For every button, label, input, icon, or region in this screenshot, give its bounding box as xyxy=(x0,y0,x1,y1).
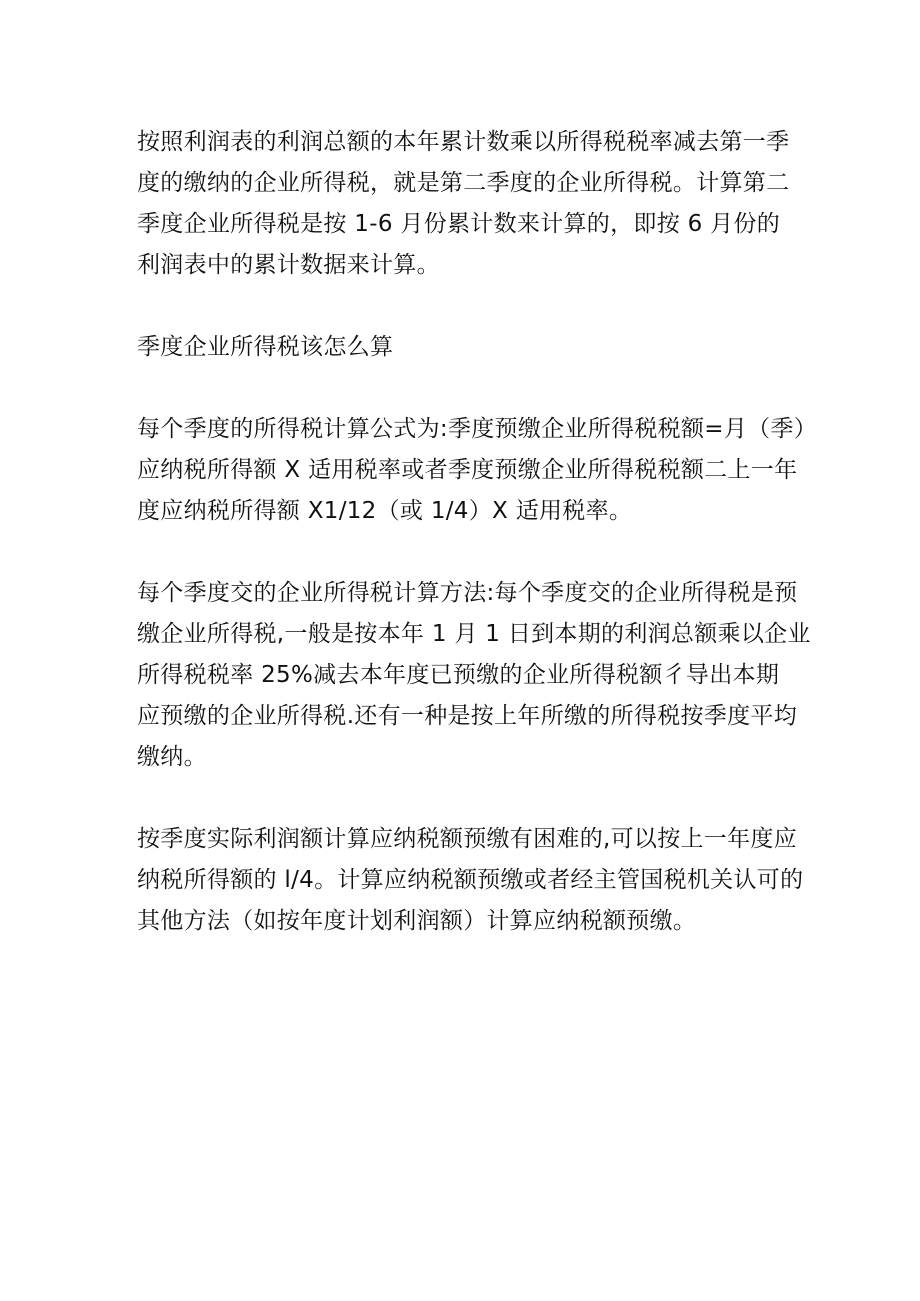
paragraph-spacer xyxy=(137,778,817,819)
paragraph-spacer xyxy=(137,286,817,327)
section-heading xyxy=(137,327,817,368)
text-line: 应纳税所得额 X 适用税率或者季度预缴企业所得税税额二上一年 xyxy=(137,457,798,483)
text-line: 按照利润表的利润总额的本年累计数乘以所得税税率减去第一季 xyxy=(137,129,790,155)
document-body xyxy=(137,122,817,942)
text-line: 每个季度交的企业所得税计算方法:每个季度交的企业所得税是预 xyxy=(137,580,798,606)
text-line: 应预缴的企业所得税.还有一种是按上年所缴的所得税按季度平均 xyxy=(137,703,798,729)
paragraph-spacer xyxy=(137,532,817,573)
paragraph-formula xyxy=(137,409,817,532)
heading-text: 季度企业所得税该怎么算 xyxy=(137,334,394,360)
text-line: 纳税所得额的 l/4。计算应纳税额预缴或者经主管国税机关认可的 xyxy=(137,867,804,893)
paragraph-spacer xyxy=(137,368,817,409)
text-line: 度应纳税所得额 X1/12（或 1/4）X 适用税率。 xyxy=(137,498,633,524)
text-line: 利润表中的累计数据来计算。 xyxy=(137,252,440,278)
text-line: 每个季度的所得税计算公式为:季度预缴企业所得税税额=月（季） xyxy=(137,416,818,442)
text-line: 按季度实际利润额计算应纳税额预缴有困难的,可以按上一年度应 xyxy=(137,826,798,852)
text-line: 其他方法（如按年度计划利润额）计算应纳税额预缴。 xyxy=(137,908,697,934)
text-line: 所得税税率 25%减去本年度已预缴的企业所得税额彳导出本期 xyxy=(137,662,780,688)
paragraph-method xyxy=(137,573,817,778)
text-line: 度的缴纳的企业所得税，就是第二季度的企业所得税。计算第二 xyxy=(137,170,790,196)
text-line: 季度企业所得税是按 1-6 月份累计数来计算的，即按 6 月份的 xyxy=(137,211,781,237)
text-line: 缴纳。 xyxy=(137,744,207,770)
paragraph-alternative xyxy=(137,819,817,942)
paragraph-second-quarter-calculation xyxy=(137,122,817,286)
text-line: 缴企业所得税,一般是按本年 1 月 1 日到本期的利润总额乘以企业 xyxy=(137,621,811,647)
